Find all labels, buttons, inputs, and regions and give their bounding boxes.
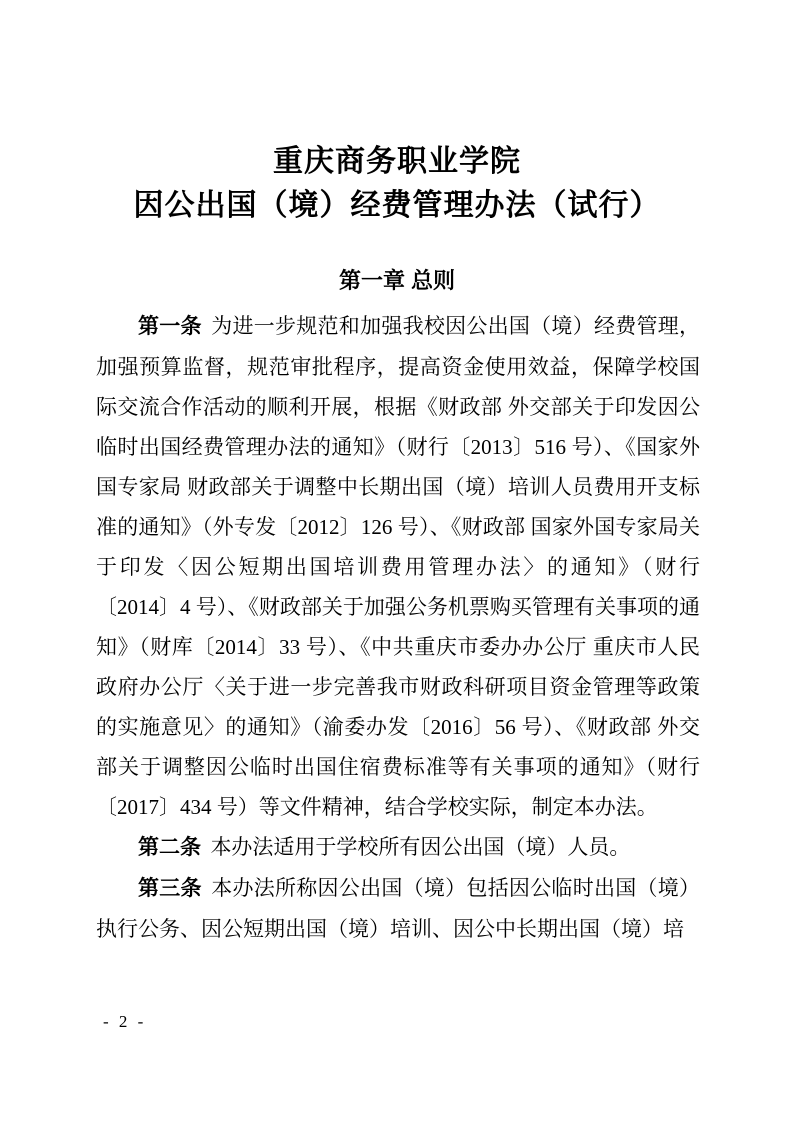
paragraph-text: 为进一步规范和加强我校因公出国（境）经费管理，加强预算监督，规范审批程序，提高资金使用效益，保障学校国际交流合作活动的顺利开展，根据《财政部 外交部关于印发因公临时出国经费管理办法的通知》（财行〔2013〕516 号）、《国家外国专家局 财政部关于调整中长期出国（境）培训人员费用开支标准的通知》（外专发〔2012〕126 号）、《财政部 国家外国专家局关于印发〈因公短期出国培训费用管理办法〉的通知》（财行〔2014〕4 号）、《财政部关于加强公务机票购买管理有关事项的通知》（财库〔2014〕33 号）、《中共重庆市委办办公厅 重庆市人民政府办公厅〈关于进一步完善我市财政科研项目资金管理等政策的实施意见〉的通知》（渝委办发〔2016〕56 号）、《财政部 外交部关于调整因公临时出国住宿费标准等有关事项的通知》（财行〔2017〕434 号）等文件精神，结合学校实际，制定本办法。 (96, 314, 701, 819)
paragraph (96, 868, 700, 949)
document-title-line1: 重庆商务职业学院 (273, 145, 521, 178)
document-title (0, 0, 794, 228)
paragraph-text: 本办法适用于学校所有因公出国（境）人员。 (210, 835, 631, 859)
paragraph-lead: 第二条 (138, 836, 201, 859)
paragraph-lead: 第一条 (138, 315, 202, 338)
document-title-line2: 因公出国（境）经费管理办法（试行） (133, 189, 661, 222)
paragraph-text: 本办法所称因公出国（境）包括因公临时出国（境）执行公务、因公短期出国（境）培训、因公中长期出国（境）培 (96, 876, 701, 941)
paragraph (96, 827, 700, 868)
page-number: - 2 - (103, 1012, 147, 1031)
paragraph (96, 306, 700, 827)
document-body (96, 306, 700, 949)
chapter-heading: 第一章 总则 (338, 268, 456, 293)
paragraph-lead: 第三条 (138, 877, 202, 900)
